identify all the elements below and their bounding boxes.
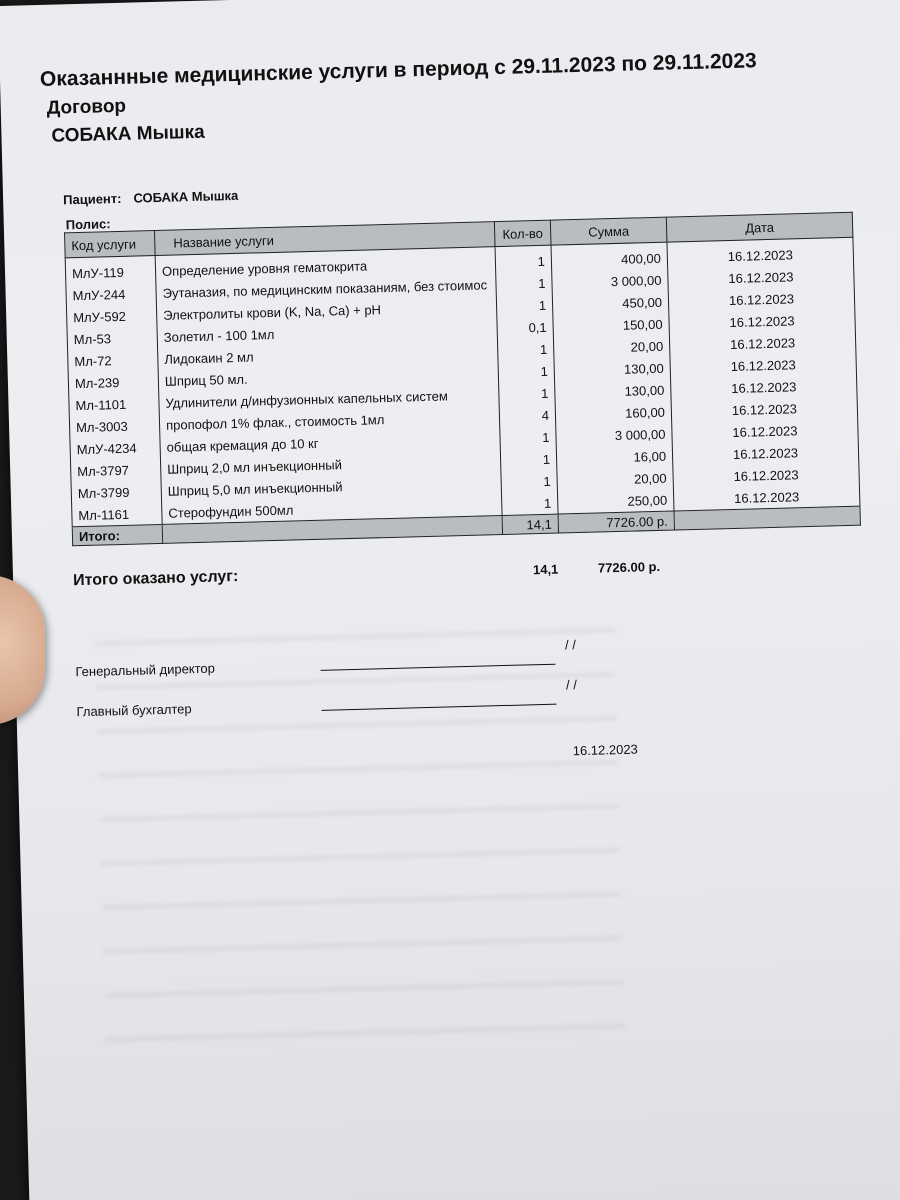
- header-sum: Сумма: [550, 217, 667, 245]
- cell-date: 16.12.2023: [671, 396, 858, 423]
- cell-qty: 0,1: [497, 316, 554, 339]
- policy-label: Полис:: [65, 216, 111, 233]
- cell-qty: 1: [496, 272, 553, 295]
- cell-date: 16.12.2023: [671, 374, 858, 401]
- cell-sum: 130,00: [554, 357, 671, 382]
- cell-name: Золетил - 100 1мл: [157, 317, 497, 348]
- accountant-slash: / /: [565, 677, 578, 693]
- cell-sum: 130,00: [555, 379, 672, 404]
- document-content: [40, 44, 879, 787]
- director-slash: / /: [564, 637, 577, 653]
- document-title: Оказаннные медицинские услуги в период с 29.11.2023 по 29.11.2023: [39, 49, 757, 91]
- cell-code: Мл-239: [68, 370, 159, 394]
- cell-sum: 3 000,00: [552, 269, 669, 294]
- total-label: Итого:: [72, 524, 162, 545]
- cell-name: Электролиты крови (K, Na, Ca) + pH: [156, 295, 496, 326]
- cell-date: 16.12.2023: [673, 462, 860, 489]
- cell-date: 16.12.2023: [668, 286, 855, 313]
- cell-date: 16.12.2023: [672, 440, 859, 467]
- services-table: [64, 212, 861, 547]
- cell-code: МлУ-4234: [70, 436, 161, 460]
- cell-date: 16.12.2023: [669, 308, 856, 335]
- cell-name: общая кремация до 10 кг: [160, 427, 500, 458]
- cell-sum: 20,00: [557, 467, 674, 492]
- cell-qty: 1: [501, 492, 558, 516]
- cell-qty: 1: [498, 360, 555, 383]
- cell-code: Мл-3003: [69, 414, 160, 438]
- cell-sum: 160,00: [555, 401, 672, 426]
- cell-qty: 1: [499, 382, 556, 405]
- header-qty: Кол-во: [494, 220, 551, 246]
- cell-name: Шприц 5,0 мл инъекционный: [161, 471, 501, 502]
- header-date: Дата: [666, 212, 853, 242]
- cell-qty: 1: [496, 294, 553, 317]
- cell-qty: 1: [497, 338, 554, 361]
- summary-qty: 14,1: [532, 561, 559, 578]
- cell-code: Мл-72: [68, 348, 159, 372]
- footer-date: [58, 735, 879, 786]
- total-sum: 7726.00 р.: [558, 511, 674, 533]
- cell-date: 16.12.2023: [670, 352, 857, 379]
- accountant-label: Главный бухгалтер: [76, 701, 192, 720]
- cell-qty: 1: [500, 448, 557, 471]
- cell-sum: 150,00: [553, 313, 670, 338]
- director-label: Генеральный директор: [75, 660, 216, 680]
- cell-name: Удлинители д/инфузионных капельных систем: [159, 383, 499, 414]
- cell-date: 16.12.2023: [672, 418, 859, 445]
- cell-sum: 400,00: [551, 242, 668, 272]
- cell-sum: 450,00: [552, 291, 669, 316]
- director-signature-line: [321, 664, 556, 671]
- header-name: Название услуги: [154, 222, 495, 256]
- cell-code: Мл-1101: [69, 392, 160, 416]
- cell-name: Лидокаин 2 мл: [158, 339, 498, 370]
- header-code: Код услуги: [65, 231, 156, 258]
- table-body: [65, 237, 860, 527]
- client-name: СОБАКА Мышка: [51, 121, 205, 147]
- patient-label: Пациент:: [62, 190, 122, 208]
- cell-date: 16.12.2023: [667, 237, 854, 268]
- patient-name: СОБАКА Мышка: [133, 187, 239, 206]
- cell-sum: 20,00: [553, 335, 670, 360]
- cell-qty: 1: [500, 426, 557, 449]
- contract-label: Договор: [46, 95, 127, 119]
- cell-sum: 3 000,00: [556, 423, 673, 448]
- total-empty-date: [674, 506, 860, 530]
- footer-date-text: 16.12.2023: [572, 741, 638, 759]
- cell-code: МлУ-244: [66, 282, 157, 306]
- cell-code: Мл-3799: [71, 480, 162, 504]
- cell-sum: 250,00: [557, 489, 674, 515]
- accountant-signature-line: [322, 704, 557, 711]
- total-qty: 14,1: [502, 514, 558, 534]
- cell-date: 16.12.2023: [673, 484, 860, 511]
- cell-code: МлУ-592: [66, 304, 157, 328]
- cell-date: 16.12.2023: [669, 330, 856, 357]
- cell-name: Эутаназия, по медицинским показаниям, без стоимос: [156, 273, 496, 304]
- cell-name: Стерофундин 500мл: [162, 493, 502, 524]
- cell-code: Мл-3797: [70, 458, 161, 482]
- cell-code: МлУ-119: [65, 256, 156, 285]
- cell-qty: 4: [499, 404, 556, 427]
- cell-code: Мл-1161: [72, 502, 163, 527]
- cell-name: Шприц 2,0 мл инъекционный: [160, 449, 500, 480]
- cell-qty: 1: [495, 245, 552, 273]
- summary-sum: 7726.00 р.: [597, 558, 661, 576]
- cell-code: Мл-53: [67, 326, 158, 350]
- cell-name: Определение уровня гематокрита: [155, 247, 496, 282]
- cell-date: 16.12.2023: [668, 264, 855, 291]
- cell-name: Шприц 50 мл.: [158, 361, 498, 392]
- cell-sum: 16,00: [556, 445, 673, 470]
- cell-qty: 1: [501, 470, 558, 493]
- cell-name: пропофол 1% флак., стоимость 1мл: [159, 405, 499, 436]
- summary-label: Итого оказано услуг:: [72, 567, 239, 590]
